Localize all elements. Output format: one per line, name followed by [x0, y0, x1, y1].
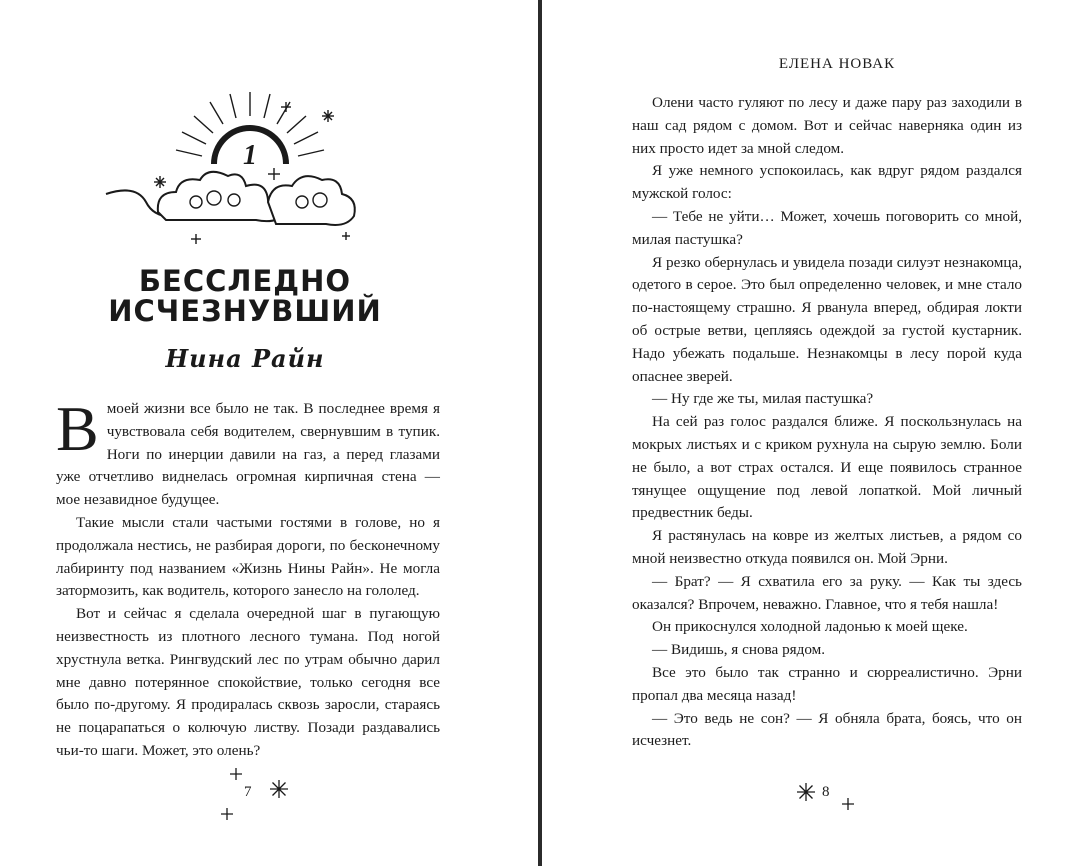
paragraph: Он прикоснулся холодной ладонью к моей щеке.	[652, 618, 968, 636]
plus-star-icon	[230, 768, 242, 780]
paragraph: Олени часто гуляют по лесу и даже пару раз заходили в наш сад рядом с домом. Вот и сейчас наверняка один из них просто идет за мной следом.	[632, 94, 1022, 157]
paragraph: Вот и сейчас я сделала очередной шаг в пугающую неизвестность из плотного лесного тумана. Под ногой хрустнула ветка. Рингвудский лес по утрам обычно дарил мне давно потерянное спокойствие, только сегодня все было по-другому. Я продиралась сквозь заросли, стараясь не поцарапаться о колючую листву. Позади раздавались чьи-то шаги. Может, это олень?	[56, 605, 440, 759]
chapter-title-line-1: БЕССЛЕДНО	[138, 264, 352, 298]
paragraph: В моей жизни все было не так. В последнее время я чувствовала себя водителем, свернувшим в тупик. Ноги по инерции давили на газ, а перед глазами уже отчетливо виднелась огромная кирпичная стена — мое незавидное будущее.	[56, 393, 440, 509]
sparkle-star-icon	[270, 780, 288, 798]
left-page	[0, 0, 538, 866]
running-head: ЕЛЕНА НОВАК	[778, 56, 896, 72]
plus-star-icon	[221, 808, 233, 820]
chapter-title-line-2: ИСЧЕЗНУВШИЙ	[108, 294, 382, 328]
paragraph: На сей раз голос раздался ближе. Я поскользнулась на мокрых листьях и с криком рухнула на сырую землю. Боли не было, а вот страх остался. И еще появилось странное тянущее ощущение под левой лопаткой. Мой личный предвестник беды.	[632, 413, 1022, 522]
chapter-title	[60, 266, 430, 326]
chapter-number: 1	[243, 140, 257, 171]
paragraph: Я резко обернулась и увидела позади силуэт незнакомца, одетого в серое. Это был определенно человек, и мне стало по-настоящему страшно. Я рванула вперед, обдирая локти об острые ветви, цепляясь одеждой за густой кустарник. Надо убежать подальше. Незнакомцы в лесу порой куда опаснее зверей.	[632, 253, 1022, 385]
paragraph: Все это было так странно и сюрреалистично. Эрни пропал два месяца назад!	[632, 663, 1022, 704]
author-name: Нина Райн	[165, 344, 325, 373]
paragraph: — Ну где же ты, милая пастушка?	[652, 390, 874, 408]
paragraph: — Тебе не уйти… Может, хочешь поговорить со мной, милая пастушка?	[632, 207, 1022, 248]
paragraph: Такие мысли стали частыми гостями в голове, но я продолжала нестись, не разбирая дороги, по бесконечному лабиринту под названием «Жизнь Нины Райн». Не могла затормозить, как водитель, которого занесло на гололед.	[56, 513, 440, 600]
left-page-text	[56, 393, 440, 763]
right-page-text	[632, 92, 1022, 753]
right-page	[542, 0, 1079, 866]
page-number-right: 8	[822, 784, 830, 800]
paragraph: Я уже немного успокоилась, как вдруг рядом раздался мужской голос:	[632, 162, 1022, 203]
paragraph: Я растянулась на ковре из желтых листьев, а рядом со мной неизвестно откуда появился он. Мой Эрни.	[632, 527, 1022, 567]
plus-star-icon	[842, 798, 854, 810]
paragraph: — Это ведь не сон? — Я обняла брата, боясь, что он исчезнет.	[632, 709, 1022, 750]
paragraph: — Брат? — Я схватила его за руку. — Как ты здесь оказался? Впрочем, неважно. Главное, что я тебя нашла!	[632, 572, 1022, 613]
chapter-emblem-icon	[96, 84, 366, 254]
paragraph: — Видишь, я снова рядом.	[652, 641, 826, 659]
page-number-left: 7	[244, 784, 252, 800]
drop-cap: В	[56, 393, 99, 464]
sparkle-star-icon	[797, 783, 815, 801]
